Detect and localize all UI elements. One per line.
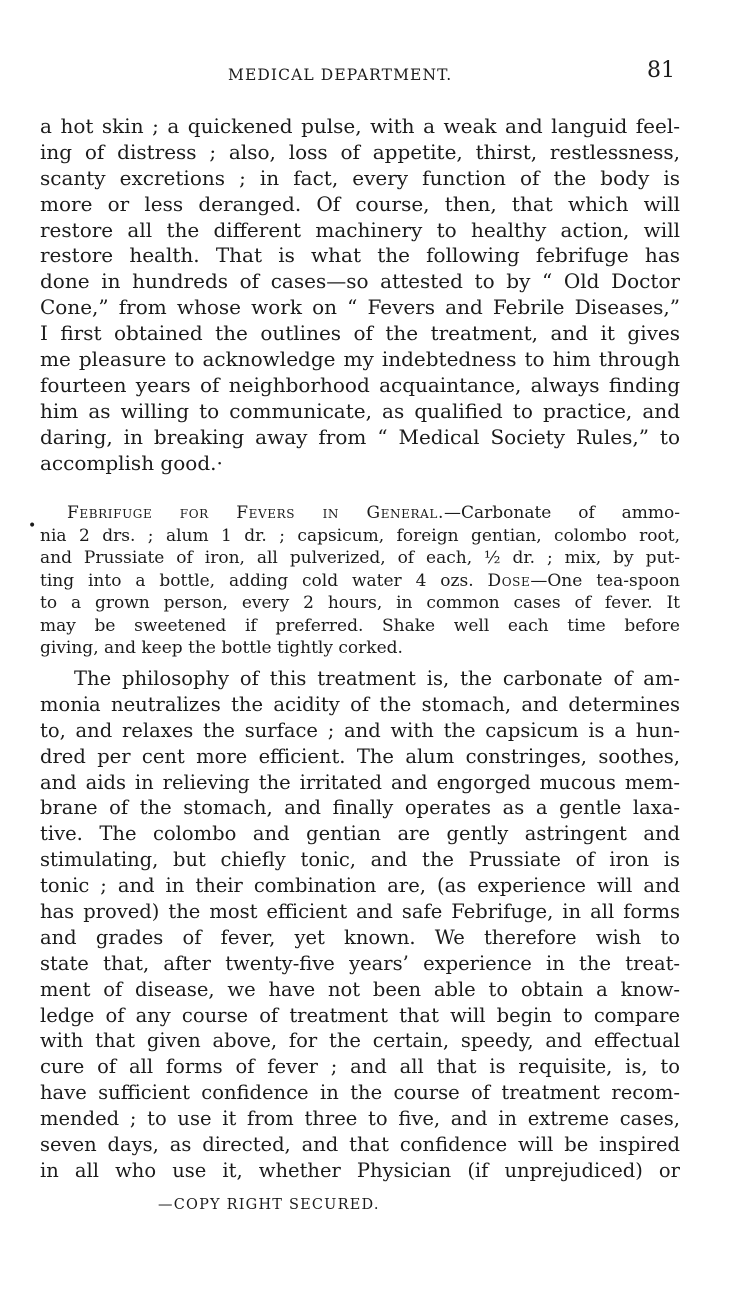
margin-dot-mark: • [28,518,37,534]
text-line: mended ; to use it from three to five, and in extreme cases, [40,1107,680,1131]
text-line: Cone,” from whose work on “ Fevers and Febrile Diseases,” [40,295,680,320]
text-line: cure of all forms of fever ; and all that is requisite, is, to [40,1055,680,1079]
text-line: in all who use it, whether Physician (if unprejudiced) or [40,1158,680,1182]
philosophy-paragraph [40,666,680,1184]
text-line: daring, in breaking away from “ Medical Society Rules,” to [40,424,680,449]
running-title: MEDICAL DEPARTMENT. [228,66,453,84]
recipe-first-line [40,502,680,525]
dose-label: Dose [487,570,531,591]
intro-paragraph [40,114,680,476]
text-line: more or less deranged. Of course, then, that which will [40,191,680,216]
text-line: seven days, as directed, and that confidence will be inspired [40,1133,680,1156]
text-line: monia neutralizes the acidity of the stomach, and determines [40,692,680,716]
recipe-lead-text: —Carbonate of ammo- [443,503,680,524]
text-line: fourteen years of neighborhood acquaintance, always finding [40,372,680,397]
text-line: have sufficient confidence in the course of treatment recom- [40,1081,680,1105]
text-line: scanty excretions ; in fact, every function of the body is [40,165,680,190]
text-line: with that given above, for the certain, speedy, and effectual [40,1029,680,1053]
dose-text: —One tea-spoon [530,570,681,591]
text-line: tive. The colombo and gentian are gently astringent and [40,822,680,846]
text-line: and grades of fever, yet known. We therefore wish to [40,925,680,949]
text-line: I first obtained the outlines of the treatment, and it gives [40,321,680,346]
text-line: ment of disease, we have not been able to obtain a know- [40,977,680,1001]
page-number: 81 [647,58,675,83]
copyright-notice: —COPY RIGHT SECURED. [158,1197,380,1213]
text-line: restore health. That is what the following febrifuge has [40,243,680,268]
text-line: me pleasure to acknowledge my indebtedness to him through [40,347,680,372]
text-line: to a grown person, every 2 hours, in common cases of fever. It [40,593,680,614]
text-line: tonic ; and in their combination are, (as experience will and [40,874,680,898]
text-line: ing of distress ; also, loss of appetite, thirst, restlessness, [40,139,680,164]
text-line: a hot skin ; a quickened pulse, with a weak and languid feel- [40,114,680,138]
text-line: him as willing to communicate, as qualified to practice, and [40,398,680,423]
text-line: accomplish good.· [40,450,223,475]
text-line: restore all the different machinery to healthy action, will [40,217,680,242]
text-line: to, and relaxes the surface ; and with the capsicum is a hun- [40,718,680,742]
text-line: ledge of any course of treatment that will begin to compare [40,1003,680,1027]
body-text [40,114,680,1184]
text-line: The philosophy of this treatment is, the carbonate of am- [74,666,680,690]
text-line: has proved) the most efficient and safe Febrifuge, in all forms [40,899,680,923]
text-line: state that, after twenty-five years’ experience in the treat- [40,951,680,975]
text-line: giving, and keep the bottle tightly corked. [40,638,403,659]
text-line: stimulating, but chiefly tonic, and the Prussiate of iron is [40,848,680,872]
text-line: brane of the stomach, and finally operates as a gentle laxa- [40,796,680,820]
text-line: nia 2 drs. ; alum 1 dr. ; capsicum, foreign gentian, colombo root, [40,525,680,546]
text-line: and aids in relieving the irritated and engorged mucous mem- [40,770,680,794]
text-line: dred per cent more efficient. The alum constringes, soothes, [40,744,680,768]
text-line: may be sweetened if preferred. Shake well each time before [40,615,680,636]
text-line: ting into a bottle, adding cold water 4 ozs. [40,570,474,591]
text-line: and Prussiate of iron, all pulverized, of each, ½ dr. ; mix, by put- [40,548,680,569]
text-line: done in hundreds of cases—so attested to by “ Old Doctor [40,269,680,294]
recipe-dose-line [40,570,680,593]
recipe-paragraph [40,502,680,660]
recipe-heading: Febrifuge for Fevers in General. [67,503,444,524]
